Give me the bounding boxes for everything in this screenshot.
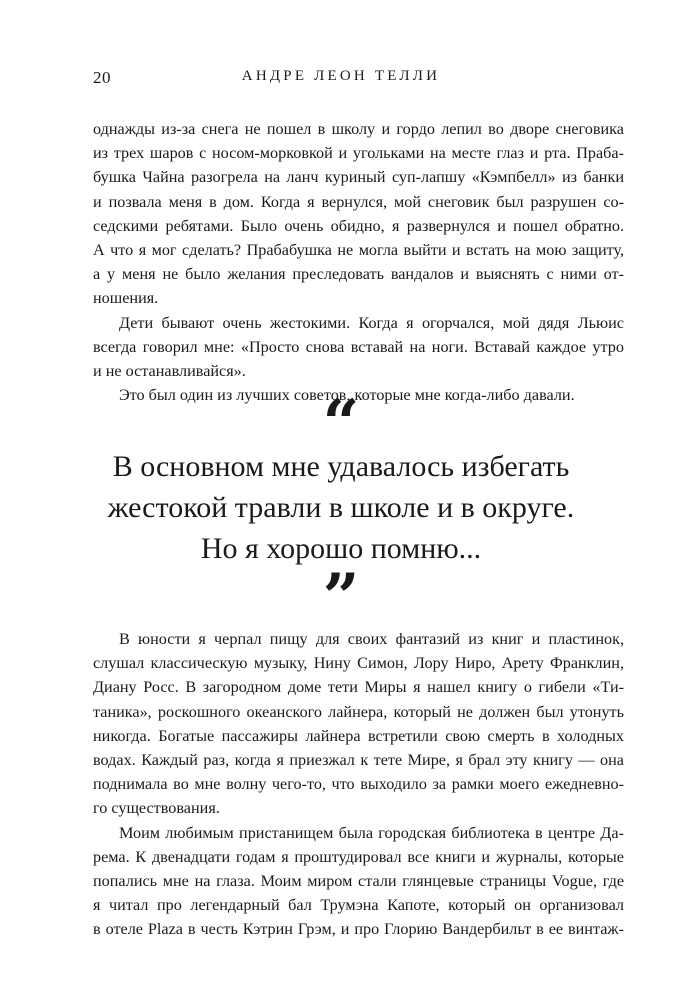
bottom-text-block [93, 627, 624, 941]
text-line: таника», роскошного океанского лайнера, который не должен был утонуть [93, 702, 624, 721]
running-title: АНДРЕ ЛЕОН ТЕЛЛИ [241, 68, 441, 84]
text-line: однажды из-за снега не пошел в школу и гордо лепил во дворе снеговика [93, 120, 624, 138]
text-line: в отеле Plaza в честь Кэтрин Грэм, и про Глорию Вандербильт в ее винтаж- [93, 920, 624, 939]
text-line: Моим любимым пристанищем была городская библиотека в центре Да- [119, 823, 624, 842]
text-line: водах. Каждый раз, когда я приезжал к тете Мире, я брал эту книгу — она [93, 750, 624, 769]
text-line: го существования. [93, 799, 220, 818]
text-line: всегда говорил мне: «Просто снова вставай на ноги. Вставай каждое утро [93, 337, 624, 356]
text-line: и позвала меня в дом. Когда я вернулся, мой снеговик был разрушен со- [93, 192, 624, 211]
text-line: поднимала во мне волну чего-то, что выходило за рамки моего ежедневно- [93, 775, 624, 794]
text-line: Это был один из лучших советов, которые мне когда-либо давали. [119, 386, 575, 405]
text-line: слушал классическую музыку, Нину Симон, Лору Ниро, Арету Франклин, [93, 654, 624, 673]
text-line: А что я мог сделать? Прабабушка не могла выйти и встать на мою защиту, [93, 240, 624, 259]
text-line: Диану Росс. В загородном доме тети Миры я нашел книгу о гибели «Ти- [93, 678, 624, 697]
text-line: бушка Чайна разогрела на ланч куриный суп-лапшу «Кэмпбелл» из банки [93, 168, 624, 187]
pull-quote [60, 446, 622, 569]
text-line: ношения. [93, 289, 159, 308]
text-line: из трех шаров с носом-морковкой и угольками на месте глаз и рта. Праба- [93, 144, 624, 163]
text-line: и не останавливайся». [93, 361, 246, 380]
text-line: В юности я черпал пищу для своих фантазий из книг и пластинок, [119, 630, 624, 648]
text-line: Дети бывают очень жестокими. Когда я огорчался, мой дядя Льюис [119, 313, 624, 332]
text-line: никогда. Богатые пассажиры лайнера встретили свою смерть в холодных [93, 726, 624, 745]
text-line: а у меня не было желания преследовать вандалов и выяснять с ними от- [93, 265, 624, 284]
open-quote-mark: “ [322, 386, 360, 461]
pull-quote-line: В основном мне удавалось избегать [112, 450, 570, 483]
text-line: я читал про легендарный бал Трумэна Капоте, который он организовал [93, 896, 624, 915]
top-text-block [93, 117, 624, 407]
page-number: 20 [93, 68, 111, 87]
text-line: рема. К двенадцати годам я проштудировал все книги и журналы, которые [93, 847, 624, 866]
pull-quote-line: Но я хорошо помню... [200, 532, 482, 565]
close-quote-mark: ” [322, 560, 360, 635]
text-line: седскими ребятами. Было очень обидно, я развернулся и пошел обратно. [93, 216, 624, 235]
pull-quote-line: жестокой травли в школе и в округе. [107, 491, 575, 524]
text-line: попались мне на глаза. Моим миром стали глянцевые страницы Vogue, где [93, 871, 624, 890]
page-header [93, 68, 589, 92]
